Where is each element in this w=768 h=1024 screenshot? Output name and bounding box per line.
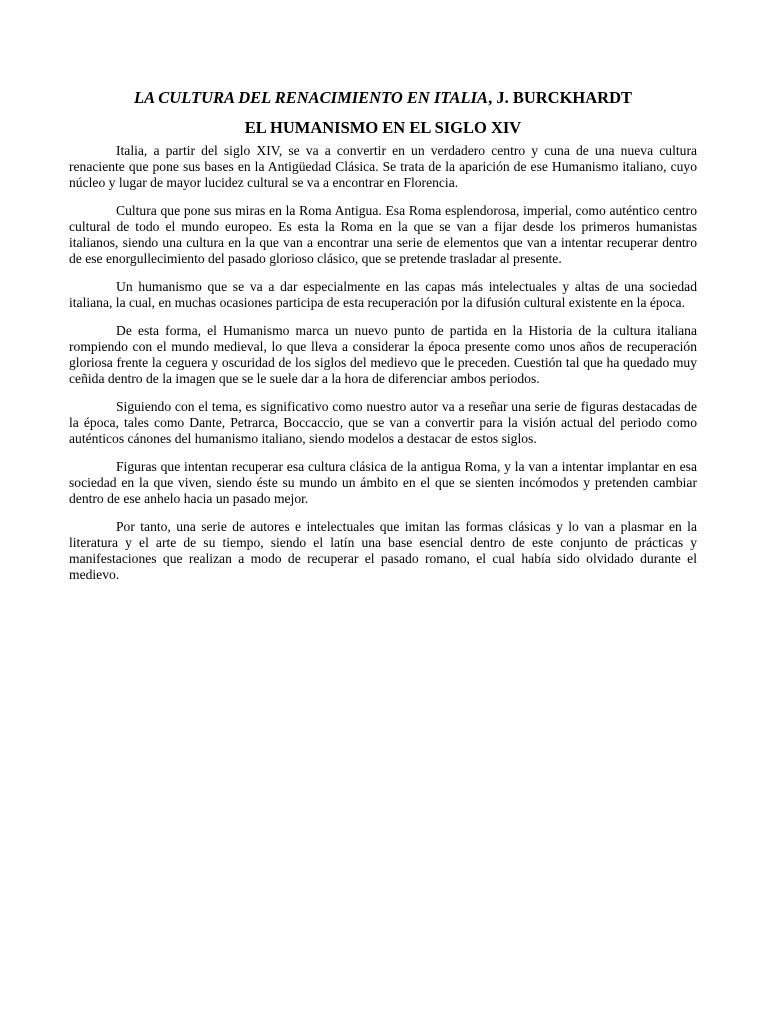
document-body: [69, 87, 697, 583]
paragraph-7: Por tanto, una serie de autores e intelectuales que imitan las formas clásicas y lo van a plasmar en la literatura y el arte de su tiempo, siendo el latín una base esencial dentro de este conjunto de prácticas y manifestaciones que realizan a modo de recuperar el pasado romano, el cual había sido olvidado durante el medievo.: [69, 519, 697, 582]
section-heading: EL HUMANISMO EN EL SIGLO XIV: [244, 118, 522, 137]
paragraph-6: Figuras que intentan recuperar esa cultura clásica de la antigua Roma, y la van a intentar implantar en esa sociedad en la que viven, siendo éste su mundo un ámbito en el que se sienten incómodos y pretenden cambiar dentro de ese anhelo hacia un pasado mejor.: [69, 459, 697, 506]
paragraph-4: De esta forma, el Humanismo marca un nuevo punto de partida en la Historia de la cultura italiana rompiendo con el mundo medieval, lo que lleva a considerar la época presente como unos años de recuperación gloriosa frente la ceguera y oscuridad de los siglos del medievo que le preceden. Cuestión tal que ha quedado muy ceñida dentro de la imagen que se le suele dar a la hora de diferenciar ambos periodos.: [69, 323, 697, 386]
title-author: , J. BURCKHARDT: [488, 88, 632, 107]
paragraph-5: Siguiendo con el tema, es significativo como nuestro autor va a reseñar una serie de figuras destacadas de la época, tales como Dante, Petrarca, Boccaccio, que se van a convertir para la visión actual del periodo como auténticos cánones del humanismo italiano, siendo modelos a destacar de estos siglos.: [69, 399, 697, 446]
paragraph-1: Italia, a partir del siglo XIV, se va a convertir en un verdadero centro y cuna de una nueva cultura renaciente que pone sus bases en la Antigüedad Clásica. Se trata de la aparición de ese Humanismo italiano, cuyo núcleo y lugar de mayor lucidez cultural se va a encontrar en Florencia.: [69, 143, 697, 190]
paragraph-2: Cultura que pone sus miras en la Roma Antigua. Esa Roma esplendorosa, imperial, como auténtico centro cultural de todo el mundo europeo. Es esta la Roma en la que se van a fijar desde los primeros humanistas italianos, siendo una cultura en la que van a encontrar una serie de elementos que van a intentar recuperar dentro de ese enorgullecimiento del pasado glorioso clásico, que se pretende trasladar al presente.: [69, 203, 697, 266]
document-title: [69, 87, 697, 109]
paragraph-3: Un humanismo que se va a dar especialmente en las capas más intelectuales y altas de una sociedad italiana, la cual, en muchas ocasiones participa de esta recuperación por la difusión cultural existente en la época.: [69, 279, 697, 310]
title-work-name: LA CULTURA DEL RENACIMIENTO EN ITALIA: [133, 88, 489, 107]
